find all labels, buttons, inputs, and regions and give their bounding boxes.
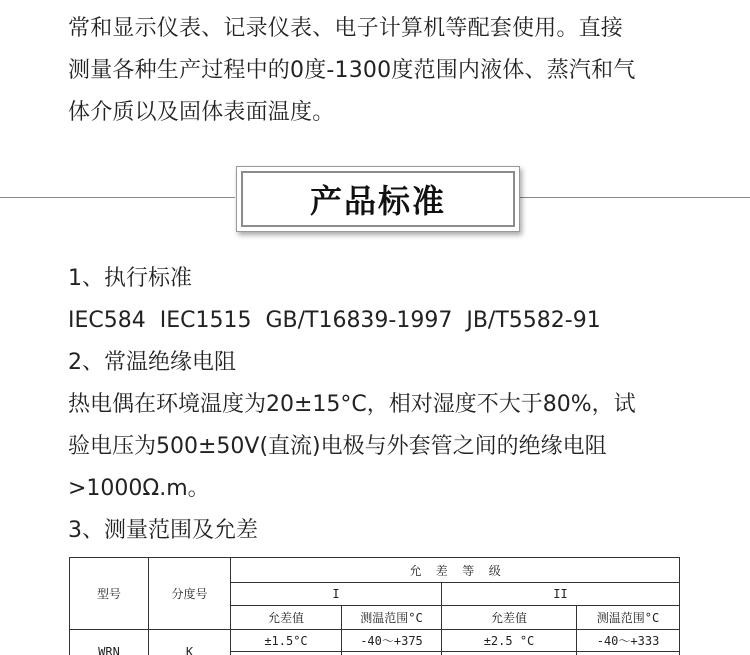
tolerance-table [69,557,680,655]
cell-g1-tolerance: ±1.5°C [231,630,342,652]
cell-blank-4 [577,652,680,655]
header-g1-tolerance: 允差值 [231,606,342,630]
cell-g2-tolerance: ±2.5 °C [442,630,577,652]
cell-blank-3 [442,652,577,655]
insulation-heading: 2、常温绝缘电阻 [68,350,236,375]
cell-g1-range: -40～+375 [342,630,442,652]
header-grade-1: I [231,583,442,606]
cell-index: K [149,630,231,655]
insulation-line-1: 热电偶在环境温度为20±15°C，相对湿度不大于80%，试 [68,392,636,417]
section-title-box [236,166,520,232]
header-model: 型号 [70,558,149,630]
header-index: 分度号 [149,558,231,630]
cell-blank-1 [231,652,342,655]
header-g2-range: 测温范围°C [577,606,680,630]
header-grade-2: II [442,583,680,606]
content-section [68,258,728,552]
cell-g2-range: -40～+333 [577,630,680,652]
section-title: 产品标准 [309,182,446,220]
header-grade: 允 差 等 级 [231,558,680,583]
insulation-line-3: >1000Ω.m。 [68,476,210,501]
header-g1-range: 测温范围°C [342,606,442,630]
section-title-inner [241,171,515,227]
insulation-line-2: 验电压为500±50V(直流)电极与外套管之间的绝缘电阻 [68,434,607,459]
standard-list: IEC584 IEC1515 GB/T16839-1997 JB/T5582-91 [68,308,601,333]
cell-blank-2 [342,652,442,655]
intro-line-1: 常和显示仪表、记录仪表、电子计算机等配套使用。直接 [68,16,624,41]
divider-left [0,197,235,198]
intro-line-2: 测量各种生产过程中的0度-1300度范围内液体、蒸汽和气 [68,58,636,83]
range-heading: 3、测量范围及允差 [68,518,258,543]
divider-right [520,197,750,198]
header-g2-tolerance: 允差值 [442,606,577,630]
intro-paragraph [68,8,708,134]
cell-model: WRN [70,630,149,655]
standard-heading: 1、执行标准 [68,266,192,291]
intro-line-3: 体介质以及固体表面温度。 [68,100,335,125]
